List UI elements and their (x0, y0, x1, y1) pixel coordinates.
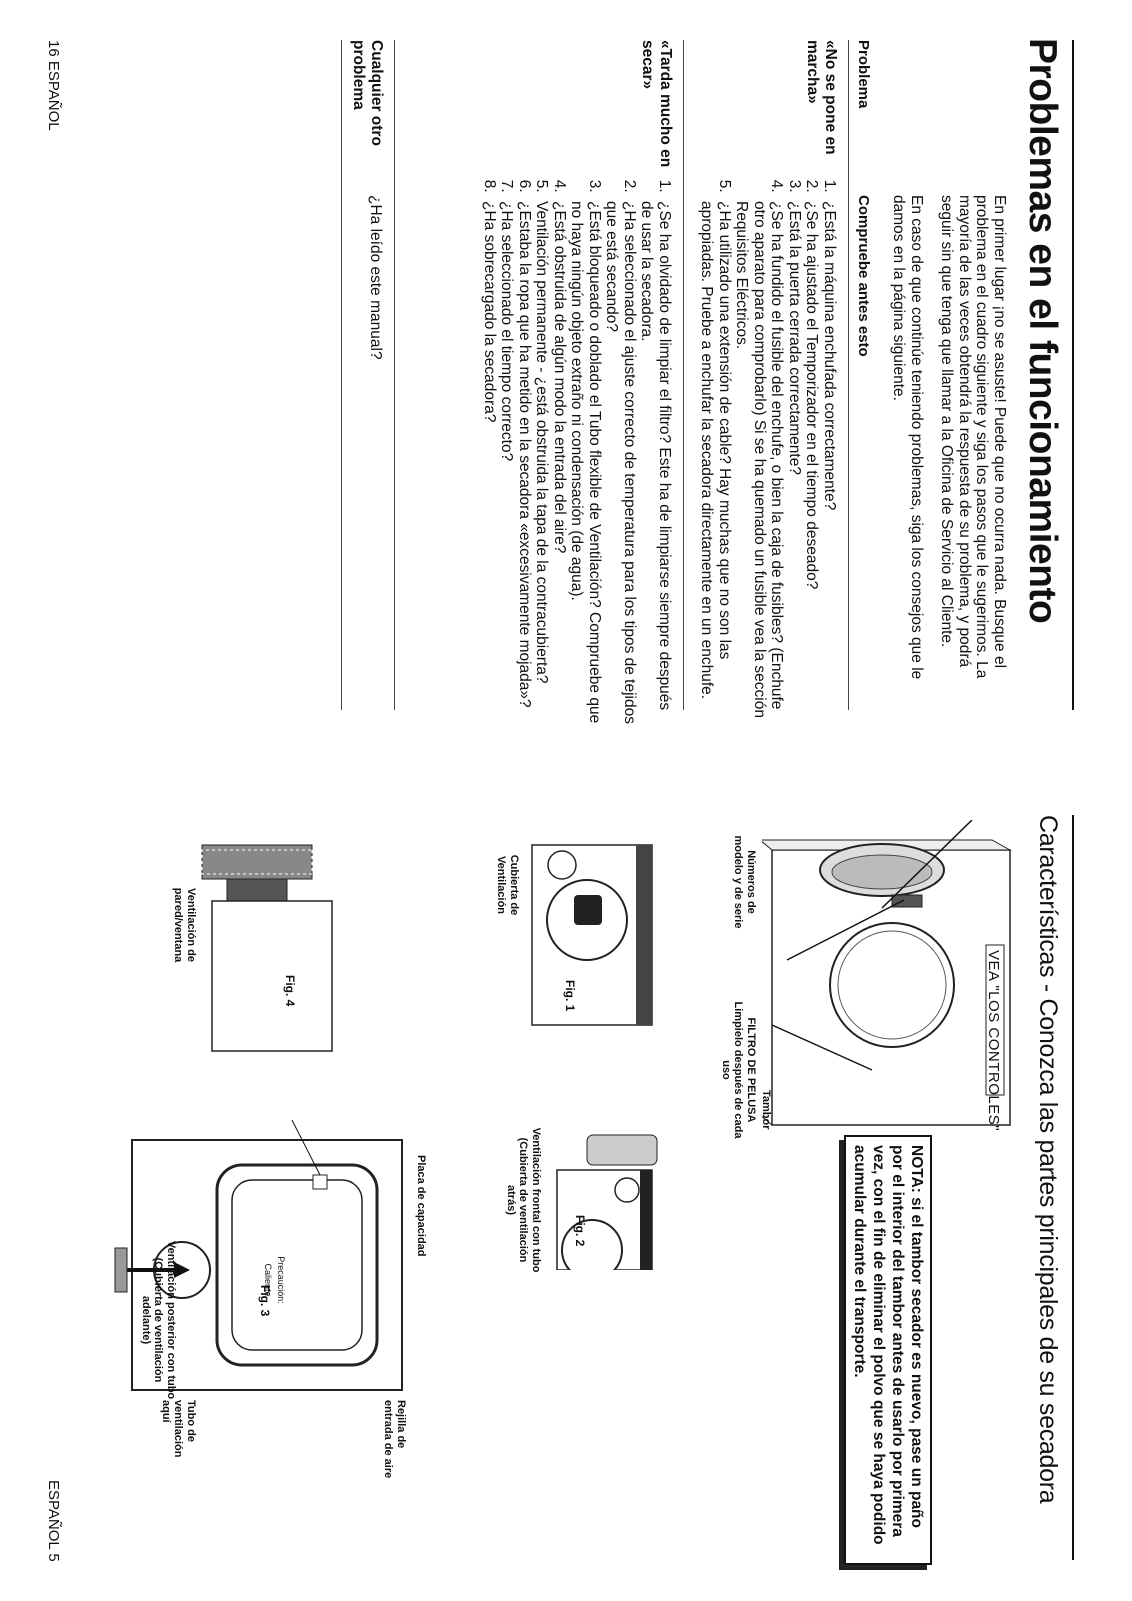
label-precaucion: Precaución: Caliente (263, 1256, 286, 1304)
nota-box: NOTA: si el tambor secador es nuevo, pase un paño por el interior del tambor antes de usarlo por primera vez, con el fin de eliminar el polvo que se haya podido acumular durante el transporte. (844, 1135, 932, 1565)
table-rule (848, 40, 849, 710)
table-rule (683, 40, 684, 710)
check-item: 7. ¿Ha seleccionado el tiempo correcto? (498, 197, 516, 727)
fig2-label: Fig. 2 (573, 1215, 587, 1247)
label-rejilla-entrada: Rejilla de entrada de aire (382, 1400, 407, 1479)
check-item: 2. ¿Se ha ajustado el Temporizador en el tiempo deseado? (803, 197, 821, 727)
problem-name: «Tarda mucho en secar» (639, 40, 674, 168)
label-filtro-pelusa: FILTRO DE PELUSA Limpielo después de cada uso (720, 1001, 757, 1139)
check-item: 4. ¿Se ha fundido el fusible del enchufe, o bien la caja de fusibles? (Enchufe otro aparato para comprobarlo) Si se ha quemado un fusible vea la sección Requisitos Eléctricos. (733, 197, 786, 727)
label-tubo-ventilacion: Tubo de ventilación aquí (160, 1400, 197, 1458)
check-item: 6. ¿Estaba la ropa que ha metido en la secadora «excesivamente mojada»? (516, 197, 534, 727)
page-title-left: Problemas en el funcionamiento (1021, 38, 1064, 624)
table-rule (341, 40, 342, 710)
check-item: 1. ¿Está la máquina enchufada correctamente? (821, 197, 839, 727)
check-item: ¿Ha leído este manual? (367, 195, 384, 360)
check-item: 8. ¿Ha sobrecargado la secadora? (481, 197, 499, 727)
label-ventilacion-posterior: Ventilación posterior con tubo (Cubierta de ventilación adelante) (140, 1240, 177, 1400)
check-item: 3. ¿Está bloqueado o doblado el Tubo flexible de Ventilación? Compruebe que no haya ningún objeto extraño ni condensación (de agua). (568, 197, 603, 727)
fig1-illustration (527, 840, 657, 1030)
page-footer-right: ESPAÑOL 5 (45, 1480, 62, 1562)
dryer-front-illustration (762, 820, 1022, 1140)
label-ventilacion-frontal: Ventilación frontal con tubo (Cubierta de ventilación atrás) (505, 1127, 542, 1273)
fig1-label: Fig. 1 (563, 980, 577, 1012)
label-cubierta-ventilacion: Cubierta de Ventilación (495, 854, 520, 916)
fig2-illustration (552, 1130, 662, 1270)
title-rule-left (1072, 40, 1074, 710)
check-item: 1. ¿Se ha olvidado de limpiar el filtro? Este ha de limpiarse siempre después de usar la secadora. (638, 197, 673, 727)
label-tambor: Tambor (760, 1090, 772, 1130)
check-list (481, 175, 674, 727)
vea-controles-label: VEA "LOS CONTROLES" (985, 950, 1002, 1132)
table-rule (394, 40, 395, 710)
label-numeros-serie: Números de modelo y de serie (732, 835, 757, 929)
intro-paragraph-1: En primer lugar ¡no se asuste! Puede que no ocurra nada. Busque el problema en el cuadro siguiente y siga los pasos que le sugerimos. La mayoría de las veces obtendrá la respuesta de su problema, y podrá seguir sin que tenga que llamar a la Oficina de Servicio al Cliente. (938, 195, 1008, 679)
column-header-check: Compruebe antes esto (855, 195, 872, 357)
check-item: 4. ¿Está obstruida de algún modo la entrada del aire? (551, 197, 569, 727)
fig3-label: Fig. 3 (258, 1285, 272, 1317)
check-item: 5. Ventilación permanente - ¿está obstruida la tapa de la contracubierta? (533, 197, 551, 727)
check-list (698, 175, 838, 727)
label-ventilacion-pared: Ventilación de pared/ventana (172, 887, 197, 963)
check-item: 5. ¿Ha utilizado una extensión de cable? Hay muchas que no son las apropiadas. Pruebe a enchufar la secadora directamente en un enchufe. (698, 197, 733, 727)
intro-paragraph-2: En caso de que continúe teniendo problemas, siga los consejos que le damos en la página siguiente. (890, 195, 925, 680)
page-title-right: Características - Conozca las partes principales de su secadora (1034, 815, 1062, 1504)
check-item: 3. ¿Está la puerta cerrada correctamente? (786, 197, 804, 727)
problem-name: Cualquier otro problema (350, 40, 385, 146)
problem-name: «No se pone en marcha» (804, 40, 839, 155)
title-rule-right (1072, 815, 1074, 1560)
fig4-illustration (192, 840, 342, 1070)
label-placa-capacidad: Placa de capacidad (415, 1155, 427, 1257)
fig4-label: Fig. 4 (283, 975, 297, 1007)
check-item: 2. ¿Ha seleccionado el ajuste correcto de temperatura para los tipos de tejidos que está secando? (603, 197, 638, 727)
column-header-problem: Problema (855, 40, 872, 109)
page-footer-left: 16 ESPAÑOL (45, 40, 62, 131)
